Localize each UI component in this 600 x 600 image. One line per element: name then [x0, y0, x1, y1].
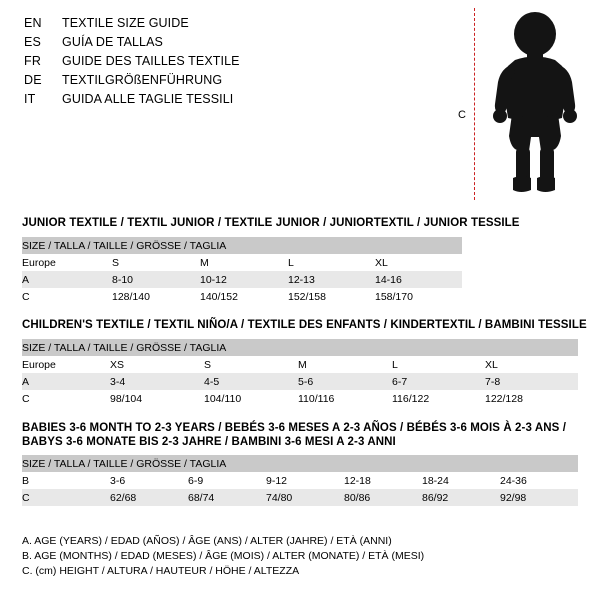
row-label: C — [22, 489, 110, 506]
legend-line-c: C. (cm) HEIGHT / ALTURA / HAUTEUR / HÖHE / ALTEZZA — [22, 565, 300, 577]
row-label: A — [22, 373, 110, 390]
row-label: C — [22, 288, 112, 305]
cell-value: 7-8 — [485, 373, 578, 390]
cell-value: M — [298, 356, 392, 373]
babies-size-table — [22, 455, 578, 506]
cell-value: 140/152 — [200, 288, 288, 305]
section-title-babies — [22, 421, 566, 449]
cell-value: 24-36 — [500, 472, 578, 489]
table-row — [22, 489, 578, 506]
junior-size-table — [22, 237, 462, 305]
cell-value: 152/158 — [288, 288, 375, 305]
cell-value: 3-4 — [110, 373, 204, 390]
table-row — [22, 288, 462, 305]
language-code: IT — [24, 92, 36, 106]
measurement-figure — [440, 4, 590, 204]
measure-label-c: C — [458, 109, 466, 121]
cell-value: 8-10 — [112, 271, 200, 288]
cell-value: 6-7 — [392, 373, 485, 390]
language-title: GUIDE DES TAILLES TEXTILE — [62, 54, 240, 68]
cell-value: L — [392, 356, 485, 373]
size-header-label: SIZE / TALLA / TAILLE / GRÖSSE / TAGLIA — [22, 237, 462, 254]
cell-value: 86/92 — [422, 489, 500, 506]
cell-value: XL — [485, 356, 578, 373]
cell-value: 3-6 — [110, 472, 188, 489]
cell-value: 98/104 — [110, 390, 204, 407]
row-label: Europe — [22, 356, 110, 373]
children-size-table — [22, 339, 578, 407]
cell-value: 12-13 — [288, 271, 375, 288]
cell-value: XS — [110, 356, 204, 373]
legend-block — [22, 534, 424, 579]
cell-value: XL — [375, 254, 462, 271]
language-code: DE — [24, 73, 42, 87]
table-row — [22, 356, 578, 373]
size-header-label: SIZE / TALLA / TAILLE / GRÖSSE / TAGLIA — [22, 455, 578, 472]
row-label: A — [22, 271, 112, 288]
language-code: FR — [24, 54, 42, 68]
cell-value: 122/128 — [485, 390, 578, 407]
cell-value: 104/110 — [204, 390, 298, 407]
section-title-babies-line2: BABYS 3-6 MONATE BIS 2-3 JAHRE / BAMBINI 3-6 MESI A 2-3 ANNI — [22, 436, 396, 448]
section-title-children: CHILDREN'S TEXTILE / TEXTIL NIÑO/A / TEXTILE DES ENFANTS / KINDERTEXTIL / BAMBINI TESSILE — [22, 319, 587, 331]
language-row — [24, 90, 444, 109]
cell-value: 9-12 — [266, 472, 344, 489]
table-row — [22, 390, 578, 407]
section-title-babies-line1: BABIES 3-6 MONTH TO 2-3 YEARS / BEBÉS 3-6 MESES A 2-3 AÑOS / BÉBÉS 3-6 MOIS À 2-3 ANS / — [22, 422, 566, 434]
language-row — [24, 71, 444, 90]
section-title-junior: JUNIOR TEXTILE / TEXTIL JUNIOR / TEXTILE JUNIOR / JUNIORTEXTIL / JUNIOR TESSILE — [22, 217, 520, 229]
cell-value: 128/140 — [112, 288, 200, 305]
size-header-label: SIZE / TALLA / TAILLE / GRÖSSE / TAGLIA — [22, 339, 578, 356]
cell-value: 4-5 — [204, 373, 298, 390]
table-row — [22, 472, 578, 489]
baby-silhouette-icon — [485, 10, 585, 200]
table-row — [22, 254, 462, 271]
cell-value: 116/122 — [392, 390, 485, 407]
cell-value: L — [288, 254, 375, 271]
cell-value: 10-12 — [200, 271, 288, 288]
language-title-block — [24, 14, 444, 109]
language-title: TEXTILE SIZE GUIDE — [62, 16, 189, 30]
height-measure-line — [474, 8, 475, 200]
cell-value: 18-24 — [422, 472, 500, 489]
cell-value: S — [112, 254, 200, 271]
language-title: TEXTILGRÖßENFÜHRUNG — [62, 73, 223, 87]
cell-value: 74/80 — [266, 489, 344, 506]
cell-value: 158/170 — [375, 288, 462, 305]
language-row — [24, 14, 444, 33]
row-label: Europe — [22, 254, 112, 271]
language-title: GUÍA DE TALLAS — [62, 35, 163, 49]
language-title: GUIDA ALLE TAGLIE TESSILI — [62, 92, 234, 106]
table-row — [22, 271, 462, 288]
language-row — [24, 52, 444, 71]
cell-value: 6-9 — [188, 472, 266, 489]
table-header-row — [22, 237, 462, 254]
legend-line-a: A. AGE (YEARS) / EDAD (AÑOS) / ÂGE (ANS) / ALTER (JAHRE) / ETÀ (ANNI) — [22, 535, 392, 547]
cell-value: S — [204, 356, 298, 373]
row-label: C — [22, 390, 110, 407]
table-header-row — [22, 455, 578, 472]
cell-value: 110/116 — [298, 390, 392, 407]
cell-value: 80/86 — [344, 489, 422, 506]
table-row — [22, 373, 578, 390]
language-row — [24, 33, 444, 52]
row-label: B — [22, 472, 110, 489]
cell-value: 12-18 — [344, 472, 422, 489]
language-code: ES — [24, 35, 42, 49]
cell-value: 92/98 — [500, 489, 578, 506]
cell-value: 5-6 — [298, 373, 392, 390]
cell-value: 14-16 — [375, 271, 462, 288]
cell-value: M — [200, 254, 288, 271]
cell-value: 62/68 — [110, 489, 188, 506]
legend-line-b: B. AGE (MONTHS) / EDAD (MESES) / ÂGE (MOIS) / ALTER (MONATE) / ETÀ (MESI) — [22, 550, 425, 562]
table-header-row — [22, 339, 578, 356]
cell-value: 68/74 — [188, 489, 266, 506]
language-code: EN — [24, 16, 42, 30]
